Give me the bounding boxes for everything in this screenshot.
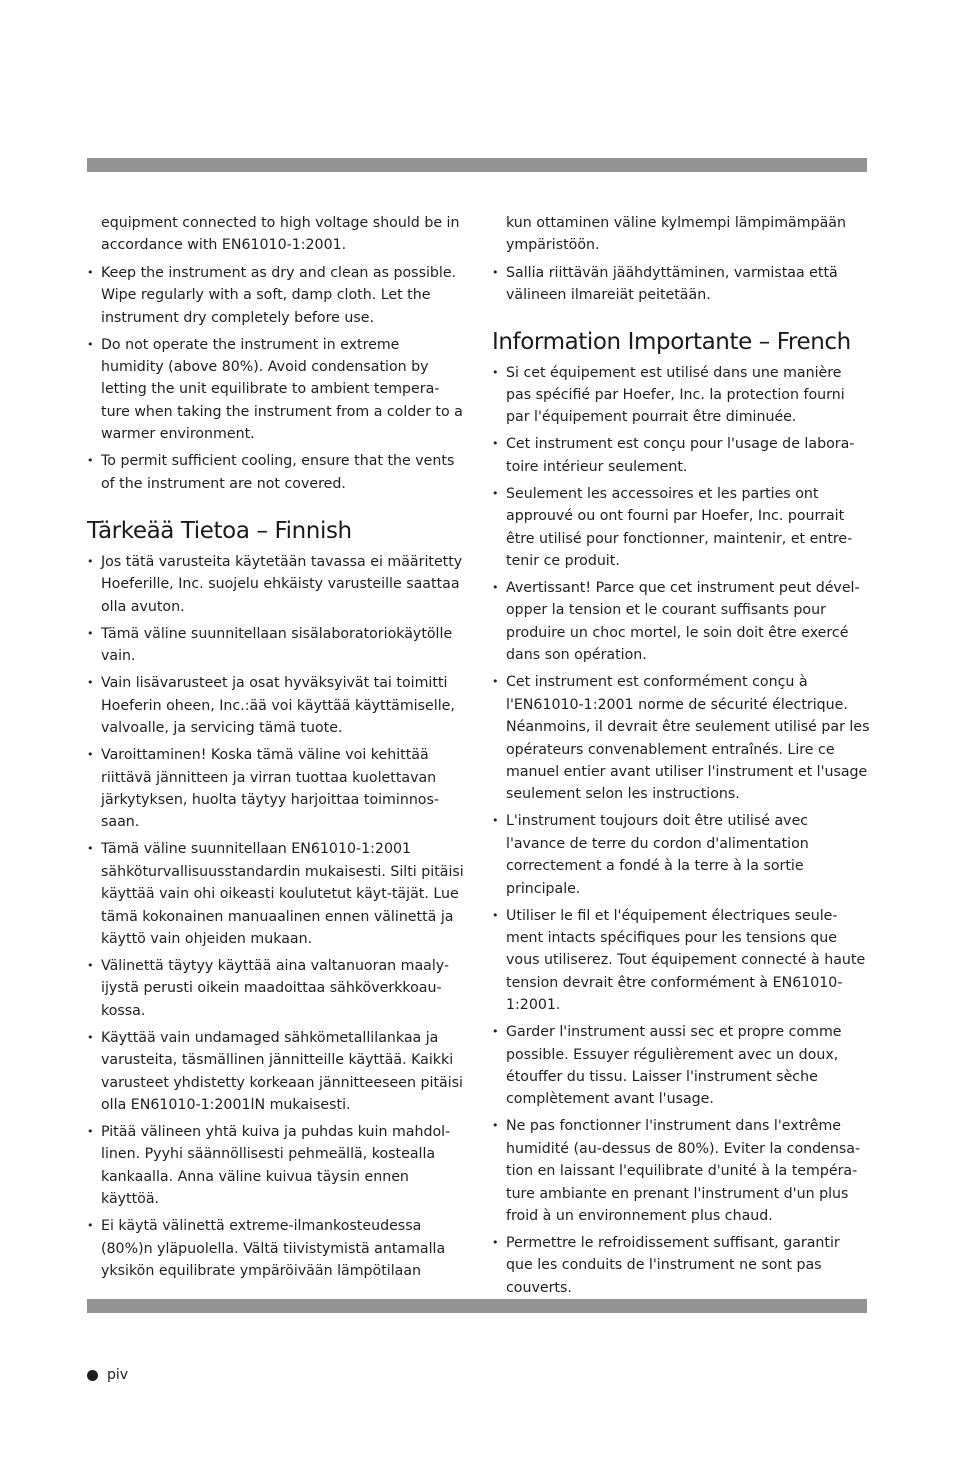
finnish-heading: Tärkeää Tietoa – Finnish — [87, 518, 352, 545]
header-rule — [87, 158, 867, 172]
finnish-safety-list — [87, 551, 465, 1282]
list-item: • Garder l'instrument aussi sec et propre comme possible. Essuyer régulièrement avec un doux, étouffer du tissu. Laisser l'instrument sèche complètement avant l'usage. — [492, 1021, 870, 1111]
page-footer — [87, 1367, 128, 1383]
continued-text: kun ottaminen väline kylmempi lämpimämpään ympäristöön. — [506, 215, 846, 254]
list-item: • Cet instrument est conformément conçu à l'EN61010-1:2001 norme de sécurité électrique. Néanmoins, il devrait être seulement utilisé par les opérateurs convenablement entraînés. Lire ce manuel entier avant utiliser l'instrument et l'usage seulement selon les instructions. — [492, 671, 870, 805]
continued-text: equipment connected to high voltage should be in accordance with EN61010-1:2001. — [101, 215, 460, 254]
list-item: • Cet instrument est conçu pour l'usage de labora-toire intérieur seulement. — [492, 433, 870, 478]
list-item: • Keep the instrument as dry and clean as possible. Wipe regularly with a soft, damp cloth. Let the instrument dry completely before use. — [87, 262, 465, 329]
left-column — [87, 212, 465, 1287]
bullet-dot-icon — [87, 1370, 98, 1381]
french-heading: Information Importante – French — [492, 328, 851, 355]
finnish-safety-list-continued — [492, 262, 870, 307]
list-item: • Do not operate the instrument in extreme humidity (above 80%). Avoid condensation by letting the unit equilibrate to ambient tempera-ture when taking the instrument from a colder to a warmer environment. — [87, 334, 465, 446]
list-item: • Ne pas fonctionner l'instrument dans l'extrême humidité (au-dessus de 80%). Eviter la condensa-tion en laissant l'equilibrate d'unité à la tempéra-ture ambiante en prenant l'instrument d'un plus froid à un environnement plus chaud. — [492, 1115, 870, 1227]
list-item: • Tämä väline suunnitellaan sisälaboratoriokäytölle vain. — [87, 623, 465, 668]
list-item: • To permit sufficient cooling, ensure that the vents of the instrument are not covered. — [87, 450, 465, 495]
right-column — [492, 212, 870, 1304]
list-item: • Utiliser le fil et l'équipement électriques seule-ment intacts spécifiques pour les tensions que vous utiliserez. Tout équipement connecté à haute tension devrait être conformément à EN61010-1:2001. — [492, 905, 870, 1017]
list-item: • Pitää välineen yhtä kuiva ja puhdas kuin mahdol-linen. Pyyhi säännöllisesti pehmeällä, kostealla kankaalla. Anna väline kuivua täysin ennen käyttöä. — [87, 1121, 465, 1211]
list-item: • Tämä väline suunnitellaan EN61010-1:2001 sähköturvallisuusstandardin mukaisesti. Silti pitäisi käyttää vain ohi oikeasti koulutetut käyt-täjät. Lue tämä kokonainen manuaalinen ennen välinettä ja käyttö vain ohjeiden mukaan. — [87, 838, 465, 950]
french-safety-list — [492, 362, 870, 1300]
list-item: • Sallia riittävän jäähdyttäminen, varmistaa että välineen ilmareiät peitetään. — [492, 262, 870, 307]
list-item: • L'instrument toujours doit être utilisé avec l'avance de terre du cordon d'alimentation correctement a fondé à la terre à la sortie principale. — [492, 810, 870, 900]
list-item: • Ei käytä välinettä extreme-ilmankosteudessa (80%)n yläpuolella. Vältä tiivistymistä antamalla yksikön equilibrate ympäröivään lämpötilaan — [87, 1215, 465, 1282]
list-item: • Seulement les accessoires et les parties ont approuvé ou ont fourni par Hoefer, Inc. pourrait être utilisé pour fonctionner, maintenir, et entre-tenir ce produit. — [492, 483, 870, 573]
list-item: • Käyttää vain undamaged sähkömetallilankaa ja varusteita, täsmällinen jännitteille käyttää. Kaikki varusteet yhdistetty korkeaan jännitteeseen pitäisi olla EN61010-1:2001lN mukaisesti. — [87, 1027, 465, 1117]
list-item: • Vain lisävarusteet ja osat hyväksyivät tai toimitti Hoeferin oheen, Inc.:ää voi käyttää käyttämiselle, valvoalle, ja servicing tämä tuote. — [87, 672, 465, 739]
list-item: • Jos tätä varusteita käytetään tavassa ei määritetty Hoeferille, Inc. suojelu ehkäisty varusteille saattaa olla avuton. — [87, 551, 465, 618]
list-item: • Si cet équipement est utilisé dans une manière pas spécifié par Hoefer, Inc. la protection fourni par l'équipement pourrait être diminuée. — [492, 362, 870, 429]
footer-rule — [87, 1299, 867, 1313]
english-safety-list — [87, 262, 465, 495]
list-item: • Avertissant! Parce que cet instrument peut dével-opper la tension et le courant suffisants pour produire un choc mortel, le soin doit être exercé dans son opération. — [492, 577, 870, 667]
page-number: piv — [107, 1367, 129, 1383]
list-item: • Permettre le refroidissement suffisant, garantir que les conduits de l'instrument ne sont pas couverts. — [492, 1232, 870, 1299]
list-item: • Varoittaminen! Koska tämä väline voi kehittää riittävä jännitteen ja virran tuottaa kuolettavan järkytyksen, huolta täytyy harjoittaa toiminnos-saan. — [87, 744, 465, 834]
list-item: • Välinettä täytyy käyttää aina valtanuoran maaly-ijystä perusti oikein maadoittaa sähköverkkoau-kossa. — [87, 955, 465, 1022]
